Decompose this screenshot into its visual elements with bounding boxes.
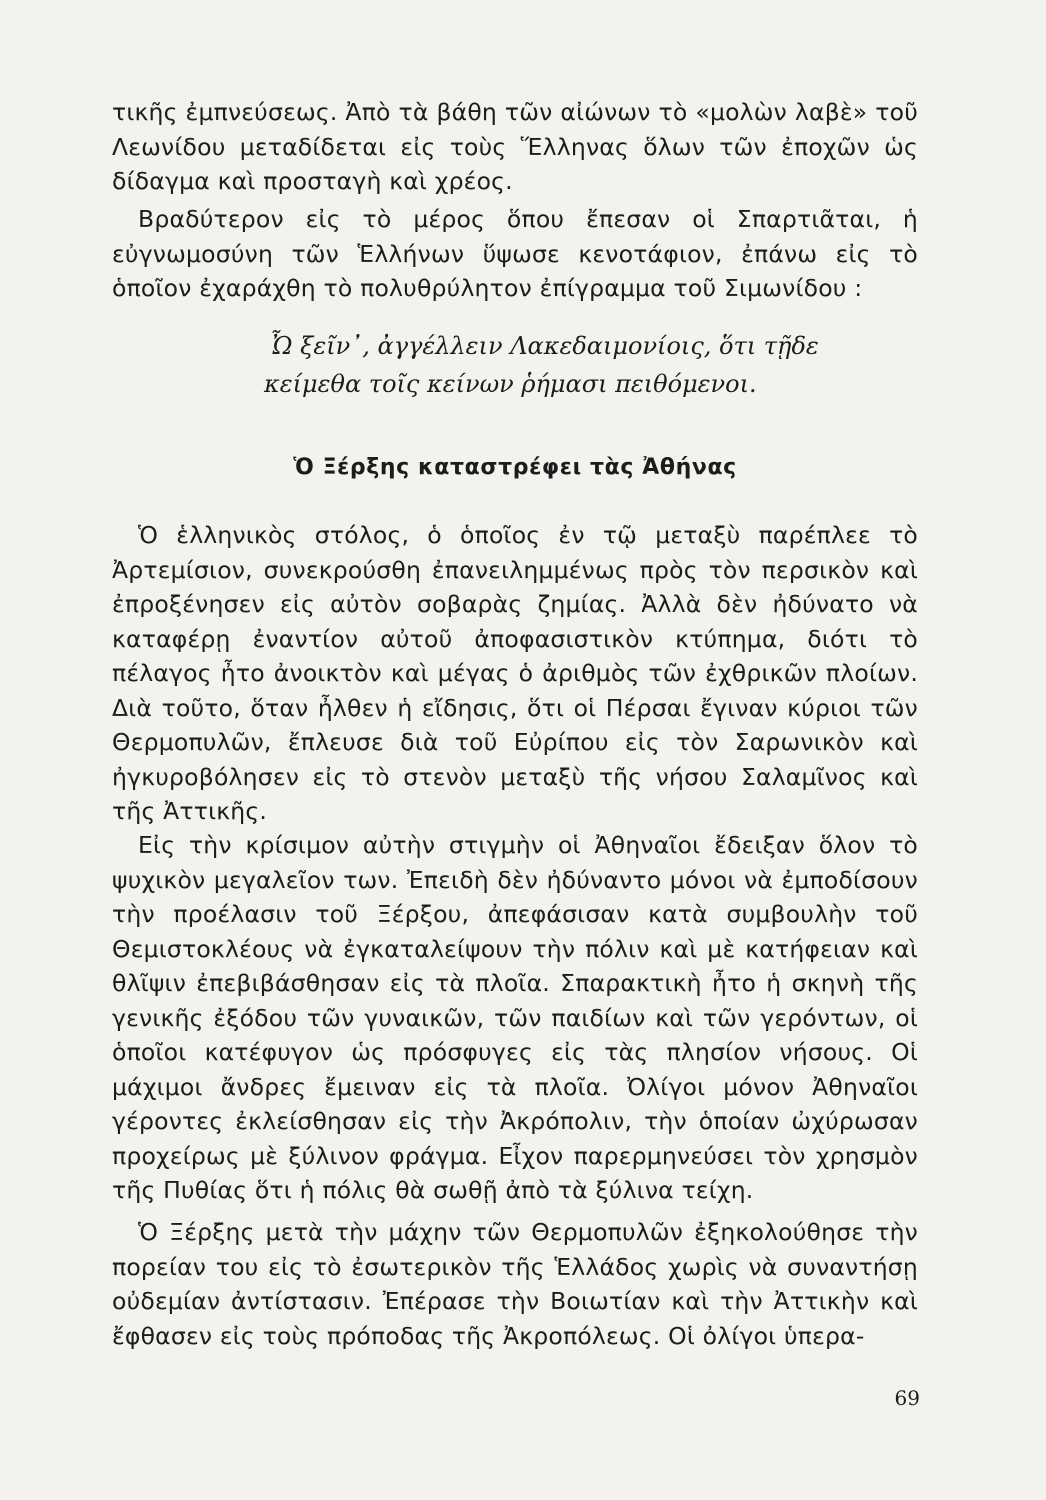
section-heading: Ὁ Ξέρξης καταστρέφει τὰς Ἀθήνας xyxy=(293,455,737,480)
paragraph-greek-fleet: Ὁ ἑλληνικὸς στόλος, ὁ ὁποῖος ἐν τῷ μεταξὺ παρέπλεε τὸ Ἀρτεμίσιον, συνεκρούσθη ἐπανειλημμένως πρὸς τὸν περσικὸν καὶ ἐπροξένησεν εἰς αὐτὸν σοβαρὰς ζημίας. Ἀλλὰ δὲν ἠδύνατο νὰ καταφέρῃ ἐναντίον αὐτοῦ ἀποφασιστικὸν κτύπημα, διότι τὸ πέλαγος ἦτο ἀνοικτὸν καὶ μέγας ὁ ἀριθμὸς τῶν ἐχθρικῶν πλοίων. Διὰ τοῦτο, ὅταν ἦλθεν ἡ εἴδησις, ὅτι οἱ Πέρσαι ἔγιναν κύριοι τῶν Θερμοπυλῶν, ἔπλευσε διὰ τοῦ Εὐρίπου εἰς τὸν Σαρωνικὸν καὶ ἠγκυροβόλησεν εἰς τὸ στενὸν μεταξὺ τῆς νήσου Σαλαμῖνος καὶ τῆς Ἀττικῆς. xyxy=(112,521,918,825)
paragraph-continuation: τικῆς ἐμπνεύσεως. Ἀπὸ τὰ βάθη τῶν αἰώνων τὸ «μολὼν λαβὲ» τοῦ Λεωνίδου μεταδίδεται εἰς τοὺς Ἕλληνας ὅλων τῶν ἐποχῶν ὡς δίδαγμα καὶ προσταγὴ καὶ χρέος. xyxy=(112,98,918,195)
paragraph-xerxes-advance: Ὁ Ξέρξης μετὰ τὴν μάχην τῶν Θερμοπυλῶν ἐξηκολούθησε τὴν πορείαν του εἰς τὸ ἐσωτερικὸν τῆς Ἑλλάδος χωρὶς νὰ συναντήσῃ οὐδεμίαν ἀντίστασιν. Ἐπέρασε τὴν Βοιωτίαν καὶ τὴν Ἀττικὴν καὶ ἔφθασεν εἰς τοὺς πρόποδας τῆς Ἀκροπόλεως. Οἱ ὀλίγοι ὑπερα- xyxy=(112,1218,918,1350)
epigram-line-1: Ὦ ξεῖν᾽, ἀγγέλλειν Λακεδαιμονίοις, ὅτι τῇδε xyxy=(270,332,819,360)
epigram-line-2: κείμεθα τοῖς κείνων ῥήμασι πειθόμενοι. xyxy=(264,370,757,398)
paragraph-athenians-evacuation: Εἰς τὴν κρίσιμον αὐτὴν στιγμὴν οἱ Ἀθηναῖοι ἔδειξαν ὅλον τὸ ψυχικὸν μεγαλεῖον των. Ἐπειδὴ δὲν ἠδύναντο μόνοι νὰ ἐμποδίσουν τὴν προέλασιν τοῦ Ξέρξου, ἀπεφάσισαν κατὰ συμβουλὴν τοῦ Θεμιστοκλέους νὰ ἐγκαταλείψουν τὴν πόλιν καὶ μὲ κατήφειαν καὶ θλῖψιν ἐπεβιβάσθησαν εἰς τὰ πλοῖα. Σπαρακτικὴ ἦτο ἡ σκηνὴ τῆς γενικῆς ἐξόδου τῶν γυναικῶν, τῶν παιδίων καὶ τῶν γερόντων, οἱ ὁποῖοι κατέφυγον ὡς πρόσφυγες εἰς τὰς πλησίον νήσους. Οἱ μάχιμοι ἄνδρες ἔμειναν εἰς τὰ πλοῖα. Ὀλίγοι μόνον Ἀθηναῖοι γέροντες ἐκλείσθησαν εἰς τὴν Ἀκρόπολιν, τὴν ὁποίαν ὠχύρωσαν προχείρως μὲ ξύλινον φράγμα. Εἶχον παρερμηνεύσει τὸν χρησμὸν τῆς Πυθίας ὅτι ἡ πόλις θὰ σωθῇ ἀπὸ τὰ ξύλινα τείχη. xyxy=(112,831,918,1204)
paragraph-cenotaph: Βραδύτερον εἰς τὸ μέρος ὅπου ἔπεσαν οἱ Σπαρτιᾶται, ἡ εὐγνωμοσύνη τῶν Ἑλλήνων ὕψωσε κενοτάφιον, ἐπάνω εἰς τὸ ὁποῖον ἐχαράχθη τὸ πολυθρύλητον ἐπίγραμμα τοῦ Σιμωνίδου : xyxy=(112,205,918,302)
page-number: 69 xyxy=(894,1386,920,1410)
